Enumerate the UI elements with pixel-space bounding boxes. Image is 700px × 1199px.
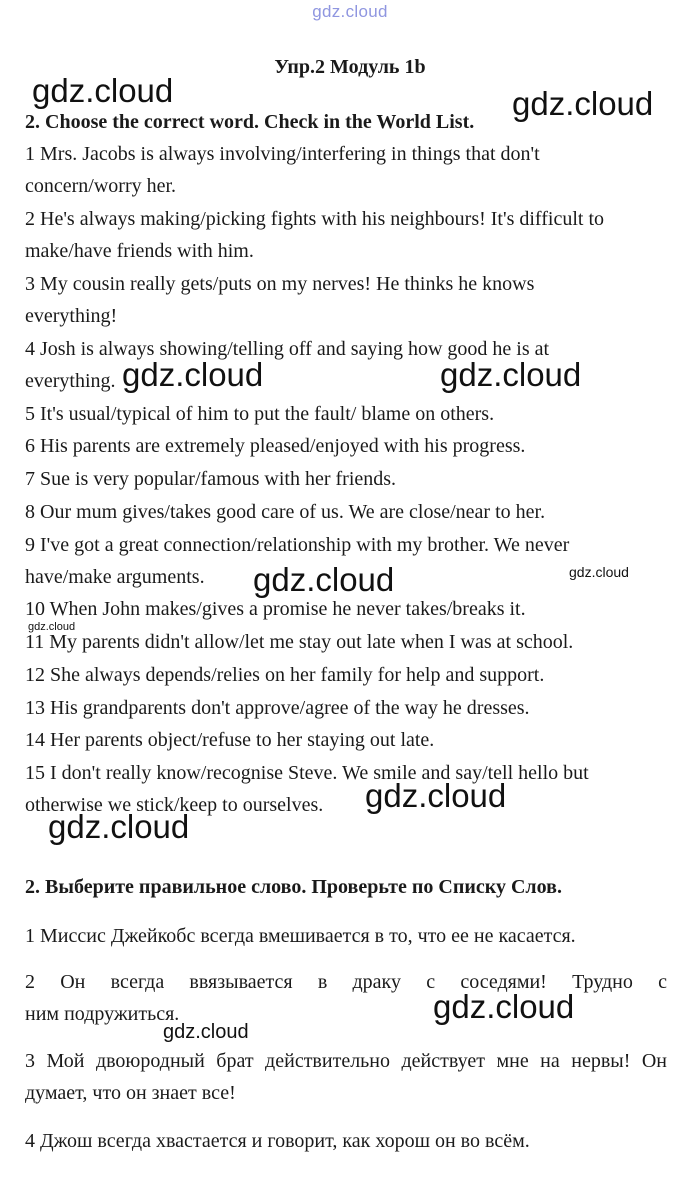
english-line: 7 Sue is very popular/famous with her friends. bbox=[25, 468, 397, 490]
russian-line: 3 Мой двоюродный брат действительно действует мне на нервы! Он bbox=[25, 1050, 667, 1072]
watermark: gdz.cloud bbox=[433, 988, 575, 1025]
english-line: everything. bbox=[25, 370, 116, 392]
english-line: 4 Josh is always showing/telling off and saying how good he is at bbox=[25, 338, 550, 360]
header-site-link[interactable]: gdz.cloud bbox=[312, 2, 388, 21]
watermark: gdz.cloud bbox=[32, 72, 174, 109]
watermark: gdz.cloud bbox=[365, 777, 507, 814]
english-line: 12 She always depends/relies on her family for help and support. bbox=[25, 664, 545, 686]
russian-line: ним подружиться. bbox=[25, 1003, 180, 1025]
watermark: gdz.cloud bbox=[512, 85, 654, 122]
english-line: 10 When John makes/gives a promise he never takes/breaks it. bbox=[25, 598, 526, 620]
english-line: 9 I've got a great connection/relationship with my brother. We never bbox=[25, 534, 570, 556]
english-line: 14 Her parents object/refuse to her staying out late. bbox=[25, 729, 435, 751]
english-line: 15 I don't really know/recognise Steve. We smile and say/tell hello but bbox=[25, 762, 589, 784]
watermark: gdz.cloud bbox=[163, 1021, 249, 1043]
russian-line: 2 Он всегда ввязывается в драку с соседями! Трудно с bbox=[25, 971, 667, 993]
english-line: otherwise we stick/keep to ourselves. bbox=[25, 794, 324, 816]
english-line: 13 His grandparents don't approve/agree of the way he dresses. bbox=[25, 697, 530, 719]
english-line: 5 It's usual/typical of him to put the fault/ blame on others. bbox=[25, 403, 495, 425]
english-line: 8 Our mum gives/takes good care of us. We are close/near to her. bbox=[25, 501, 546, 523]
english-line: make/have friends with him. bbox=[25, 240, 254, 262]
russian-line: думает, что он знает все! bbox=[25, 1082, 236, 1104]
english-line: everything! bbox=[25, 305, 118, 327]
russian-line: 1 Миссис Джейкобс всегда вмешивается в то, что ее не касается. bbox=[25, 925, 576, 947]
english-line: concern/worry her. bbox=[25, 175, 177, 197]
english-line: 11 My parents didn't allow/let me stay out late when I was at school. bbox=[25, 631, 574, 653]
english-line: 1 Mrs. Jacobs is always involving/interfering in things that don't bbox=[25, 143, 540, 165]
english-heading: 2. Choose the correct word. Check in the World List. bbox=[25, 111, 475, 133]
english-line: 3 My cousin really gets/puts on my nerves! He thinks he knows bbox=[25, 273, 535, 295]
watermark: gdz.cloud bbox=[440, 356, 582, 393]
watermark: gdz.cloud bbox=[48, 808, 190, 845]
russian-heading: 2. Выберите правильное слово. Проверьте по Списку Слов. bbox=[25, 876, 562, 898]
page-title: Упр.2 Модуль 1b bbox=[274, 56, 426, 78]
watermark: gdz.cloud bbox=[569, 564, 629, 580]
russian-line: 4 Джош всегда хвастается и говорит, как хорош он во всём. bbox=[25, 1130, 530, 1152]
english-line: 2 He's always making/picking fights with his neighbours! It's difficult to bbox=[25, 208, 604, 230]
watermark: gdz.cloud bbox=[122, 356, 264, 393]
english-line: have/make arguments. bbox=[25, 566, 205, 588]
english-line: 6 His parents are extremely pleased/enjoyed with his progress. bbox=[25, 435, 526, 457]
watermark: gdz.cloud bbox=[253, 561, 395, 598]
watermark: gdz.cloud bbox=[28, 621, 76, 633]
